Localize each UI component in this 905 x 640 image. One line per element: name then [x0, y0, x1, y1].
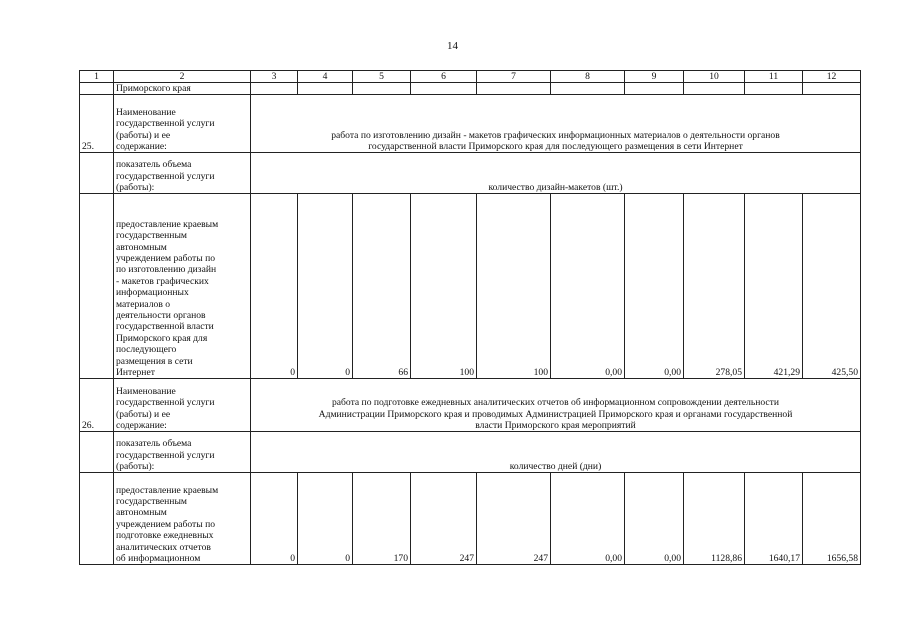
provision-label: предоставление краевым государственным автономным учреждением работы по подготовке ежедневных аналитических отчетов об информационном	[114, 473, 251, 565]
value-cell: 0	[251, 194, 298, 379]
column-number: 1	[80, 71, 114, 83]
value-cell: 0	[298, 473, 353, 565]
empty-cell	[477, 83, 551, 95]
column-number: 9	[625, 71, 684, 83]
value-cell: 247	[411, 473, 477, 565]
value-cell: 421,29	[745, 194, 803, 379]
value-cell: 0,00	[551, 473, 625, 565]
service-number: 25.	[80, 95, 114, 153]
column-number: 7	[477, 71, 551, 83]
provision-row	[80, 473, 861, 565]
column-number: 4	[298, 71, 353, 83]
carry-over-row	[80, 83, 861, 95]
service-name-row	[80, 95, 861, 153]
service-name-text: работа по изготовлению дизайн - макетов графических информационных материалов о деятельности органов государственной власти Приморского края для последующего размещения в сети Интернет	[251, 95, 861, 153]
column-number: 6	[411, 71, 477, 83]
service-name-row	[80, 379, 861, 432]
value-cell: 278,05	[684, 194, 745, 379]
row-number-cell	[80, 194, 114, 379]
indicator-text: количество дней (дни)	[251, 432, 861, 473]
indicator-text: количество дизайн-макетов (шт.)	[251, 153, 861, 194]
value-cell: 100	[477, 194, 551, 379]
empty-cell	[551, 83, 625, 95]
column-number: 11	[745, 71, 803, 83]
row-number-cell	[80, 473, 114, 565]
value-cell: 1128,86	[684, 473, 745, 565]
service-number: 26.	[80, 379, 114, 432]
provision-row	[80, 194, 861, 379]
value-cell: 100	[411, 194, 477, 379]
empty-cell	[625, 83, 684, 95]
value-cell: 0	[251, 473, 298, 565]
indicator-row	[80, 153, 861, 194]
empty-cell	[298, 83, 353, 95]
value-cell: 1640,17	[745, 473, 803, 565]
page-number: 14	[447, 40, 458, 52]
value-cell: 0,00	[625, 473, 684, 565]
empty-cell	[684, 83, 745, 95]
empty-cell	[411, 83, 477, 95]
value-cell: 0,00	[625, 194, 684, 379]
row-number-cell	[80, 432, 114, 473]
column-number: 8	[551, 71, 625, 83]
column-number: 5	[353, 71, 411, 83]
value-cell: 170	[353, 473, 411, 565]
value-cell: 66	[353, 194, 411, 379]
service-name-label: Наименование государственной услуги (работы) и ее содержание:	[114, 379, 251, 432]
service-name-text: работа по подготовке ежедневных аналитических отчетов об информационном сопровождении деятельности Администрации Приморского края и проводимых Администрацией Приморского края и органами государственной власти Приморского края мероприятий	[251, 379, 861, 432]
indicator-row	[80, 432, 861, 473]
column-number: 12	[803, 71, 861, 83]
indicator-label: показатель объема государственной услуги (работы):	[114, 153, 251, 194]
empty-cell	[745, 83, 803, 95]
column-number: 10	[684, 71, 745, 83]
value-cell: 425,50	[803, 194, 861, 379]
column-number: 3	[251, 71, 298, 83]
provision-label: предоставление краевым государственным автономным учреждением работы по по изготовлению дизайн - макетов графических информационных материалов о деятельности органов государственной власти Приморского края для последующего размещения в сети Интернет	[114, 194, 251, 379]
service-name-label: Наименование государственной услуги (работы) и ее содержание:	[114, 95, 251, 153]
indicator-label: показатель объема государственной услуги (работы):	[114, 432, 251, 473]
empty-cell	[803, 83, 861, 95]
carry-over-label: Приморского края	[114, 83, 251, 95]
row-number-cell	[80, 83, 114, 95]
empty-cell	[251, 83, 298, 95]
value-cell: 247	[477, 473, 551, 565]
row-number-cell	[80, 153, 114, 194]
column-number: 2	[114, 71, 251, 83]
empty-cell	[353, 83, 411, 95]
value-cell: 1656,58	[803, 473, 861, 565]
value-cell: 0	[298, 194, 353, 379]
column-number-row	[80, 71, 861, 83]
value-cell: 0,00	[551, 194, 625, 379]
data-table	[79, 70, 861, 565]
